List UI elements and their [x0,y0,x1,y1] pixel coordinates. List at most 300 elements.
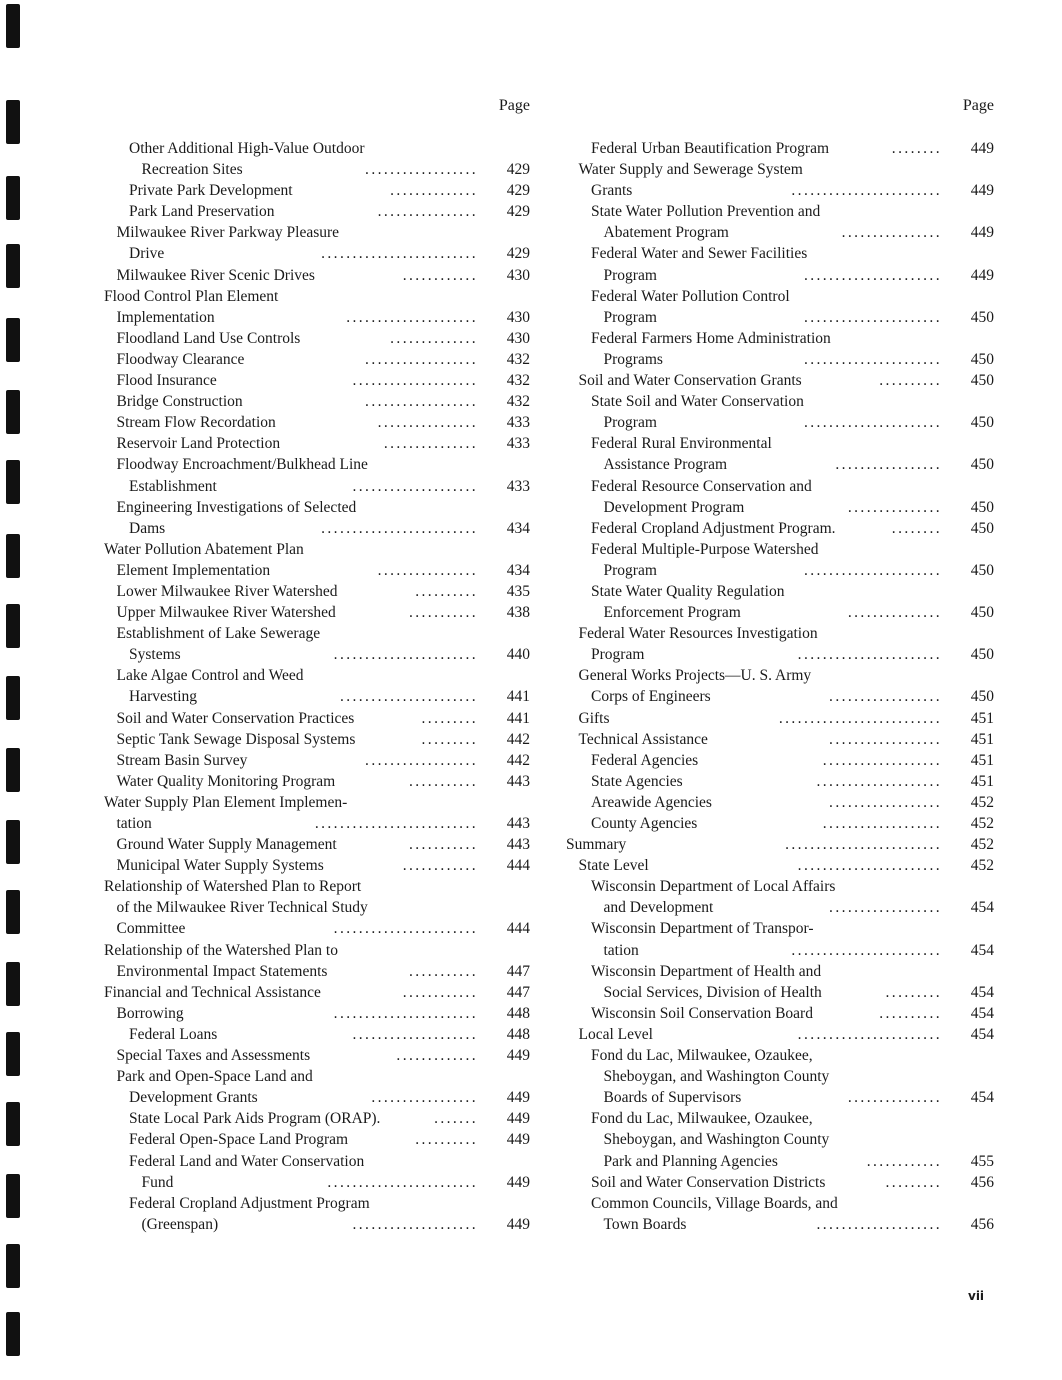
toc-entry-title: of the Milwaukee River Technical Study [116,899,368,917]
toc-entry-page: 448 [506,1025,530,1043]
toc-entry-page: 444 [506,920,530,938]
dot-leader: ................ [841,224,942,242]
toc-entry-page: 452 [970,857,994,875]
toc-entry-page: 430 [506,329,530,347]
toc-entry-title: Program [603,266,657,284]
toc-entries [562,138,994,1235]
toc-entry [562,286,994,307]
dot-leader: ........................ [791,941,942,959]
toc-entry [100,581,530,602]
toc-entry [100,834,530,855]
toc-entry [100,1024,530,1045]
toc-entry [562,138,994,159]
toc-entry [100,370,530,391]
dot-leader: ........ [891,519,942,537]
toc-entry-page: 443 [506,815,530,832]
toc-entry-page: 454 [970,1004,994,1022]
dot-leader: ...................... [803,350,942,368]
toc-entry [562,792,994,813]
toc-entry [100,476,530,497]
toc-entry-title: Water Supply and Sewerage System [578,161,803,179]
toc-entry-title: Fond du Lac, Milwaukee, Ozaukee, [591,1110,813,1128]
dot-leader: ................... [822,751,942,769]
toc-entry-page: 452 [970,793,994,811]
toc-entry [100,897,530,918]
toc-entry [562,539,994,560]
toc-entry [100,1151,530,1172]
toc-entry-page: 429 [506,161,530,179]
toc-entry-title: Relationship of Watershed Plan to Report [104,878,362,896]
toc-entry-page: 450 [970,519,994,537]
toc-entry [100,623,530,644]
toc-entry-title: Federal Rural Environmental [591,435,772,453]
toc-entry-title: Development Grants [129,1089,258,1107]
toc-entry-page: 449 [506,1047,530,1065]
toc-entry [100,328,530,349]
toc-entry [562,1151,994,1172]
toc-entry-page: 429 [506,182,530,200]
toc-entry [562,1108,994,1129]
toc-entry-page: 450 [970,646,994,664]
binder-hole [6,4,20,48]
toc-entry-title: Wisconsin Department of Health and [591,962,822,980]
toc-entry-title: Municipal Water Supply Systems [116,857,324,875]
toc-entry-title: Federal Open-Space Land Program [129,1131,349,1149]
dot-leader: .................... [352,1025,478,1043]
toc-entry-page: 449 [506,1089,530,1107]
toc-entry [562,243,994,264]
toc-entry [100,222,530,243]
toc-entry-title: Wisconsin Department of Transpor- [591,920,814,938]
toc-entry [562,1129,994,1150]
dot-leader: ......... [885,983,942,1001]
toc-entry-page: 441 [506,688,530,706]
toc-entry-title: Assistance Program [603,456,728,474]
toc-entry-page: 449 [506,1173,530,1191]
toc-entry-title: Grants [591,182,633,200]
dot-leader: ......................... [321,245,478,263]
binder-hole [6,604,20,648]
toc-entry [562,560,994,581]
toc-entry [100,1108,530,1129]
toc-entry [100,497,530,518]
toc-entry [562,982,994,1003]
dot-leader: .................... [352,477,478,495]
toc-entry [100,708,530,729]
dot-leader: ......... [885,1173,942,1191]
binder-hole [6,1174,20,1218]
dot-leader: ........... [408,604,478,622]
toc-entry-page: 432 [506,393,530,411]
dot-leader: ....................... [797,1025,942,1043]
dot-leader: .......... [415,1131,478,1149]
dot-leader: .................... [816,772,942,790]
dot-leader: ................ [377,414,478,432]
dot-leader: .................. [365,393,478,411]
toc-entry-page: 433 [506,414,530,432]
toc-entry-page: 450 [970,372,994,390]
toc-entry [562,349,994,370]
toc-entry-page: 448 [506,1004,530,1022]
toc-entry-page: 449 [970,224,994,242]
toc-entry-page: 450 [970,350,994,368]
toc-entry-page: 449 [970,182,994,200]
toc-entry-page: 450 [970,414,994,432]
toc-entry-title: Technical Assistance [578,730,708,748]
toc-entry-title: Corps of Engineers [591,688,711,706]
toc-entry [562,750,994,771]
toc-entry-page: 440 [506,646,530,664]
toc-entry-page: 432 [506,350,530,368]
dot-leader: ................... [822,815,942,832]
binder-hole [6,962,20,1006]
toc-entry-page: 449 [506,1215,530,1233]
dot-leader: ...................... [803,308,942,326]
binder-hole-strip [6,0,24,1380]
dot-leader: ............... [847,498,942,516]
toc-entry [562,855,994,876]
toc-entry-page: 430 [506,308,530,326]
dot-leader: .................. [365,350,478,368]
toc-entry [562,897,994,918]
toc-entry [562,918,994,939]
toc-entry-title: Abatement Program [603,224,729,242]
dot-leader: ...................... [803,414,942,432]
toc-entry [100,918,530,939]
toc-entry-title: Flood Control Plan Element [104,287,279,305]
toc-entry-title: Lake Algae Control and Weed [116,667,304,685]
toc-entry [562,328,994,349]
toc-entry-page: 450 [970,498,994,516]
toc-entry [100,940,530,961]
toc-entry-title: Other Additional High-Value Outdoor [129,140,365,157]
dot-leader: ........ [891,140,942,157]
toc-entry [562,940,994,961]
toc-entry-title: Summary [566,836,627,854]
dot-leader: .................. [365,751,478,769]
dot-leader: ................. [371,1089,478,1107]
dot-leader: ............ [402,857,478,875]
toc-entry-page: 447 [506,983,530,1001]
toc-entry [100,1214,530,1235]
toc-entry [562,602,994,623]
toc-entry [562,708,994,729]
toc-entry [100,539,530,560]
toc-entry-title: Federal Water Pollution Control [591,287,790,305]
dot-leader: ......... [421,709,478,727]
toc-entry-page: 456 [970,1173,994,1191]
toc-entry-page: 450 [970,604,994,622]
toc-entry [100,855,530,876]
binder-hole [6,1032,20,1076]
toc-entry-title: Drive [129,245,165,263]
toc-entry-title: Stream Basin Survey [116,751,248,769]
toc-entry-title: Program [603,561,657,579]
toc-entry-title: Milwaukee River Parkway Pleasure [116,224,340,242]
toc-entry-title: Establishment of Lake Sewerage [116,625,321,643]
dot-leader: ............... [383,435,478,453]
toc-entry-title: State Water Quality Regulation [591,582,785,600]
toc-entry-title: Development Program [603,498,745,516]
toc-entry-title: Reservoir Land Protection [116,435,281,453]
toc-entry-title: Sheboygan, and Washington County [603,1068,830,1086]
toc-entry-page: 452 [970,836,994,854]
dot-leader: .................... [816,1215,942,1233]
toc-entry-page: 442 [506,751,530,769]
toc-entry-page: 441 [506,709,530,727]
toc-entry [100,243,530,264]
toc-entry-title: Federal Land and Water Conservation [129,1152,365,1170]
toc-entry [562,497,994,518]
toc-entries [100,138,530,1235]
toc-entry [562,391,994,412]
page-column-heading: Page [498,97,530,114]
toc-entry-title: Water Supply Plan Element Implemen- [104,793,348,811]
dot-leader: .................. [829,730,942,748]
toc-entry-title: Program [603,308,657,326]
toc-entry-page: 450 [970,308,994,326]
toc-entry-title: Milwaukee River Scenic Drives [116,266,315,284]
toc-entry [562,1045,994,1066]
toc-entry [100,307,530,328]
toc-entry [562,1193,994,1214]
toc-entry-page: 429 [506,245,530,263]
toc-entry-page: 449 [970,140,994,157]
toc-entry-title: Environmental Impact Statements [116,962,328,980]
toc-entry [562,1172,994,1193]
toc-entry [100,201,530,222]
toc-entry-title: State Local Park Aids Program (ORAP). [129,1110,381,1128]
dot-leader: ............ [402,266,478,284]
toc-entry [562,729,994,750]
toc-entry [100,454,530,475]
toc-entry [100,750,530,771]
toc-entry [562,581,994,602]
toc-entry-title: Town Boards [603,1215,687,1233]
toc-entry [100,982,530,1003]
dot-leader: .................. [829,688,942,706]
toc-entry-page: 447 [506,962,530,980]
toc-entry [100,518,530,539]
dot-leader: .............. [390,329,478,347]
toc-entry-title: Relationship of the Watershed Plan to [104,941,338,959]
toc-entry-title: Park and Planning Agencies [603,1152,778,1170]
binder-hole [6,390,20,434]
toc-entry [100,1087,530,1108]
toc-entry-page: 455 [970,1152,994,1170]
toc-entry-page: 454 [970,899,994,917]
dot-leader: .......... [879,1004,942,1022]
dot-leader: ........... [408,962,478,980]
toc-entry [562,180,994,201]
toc-entry-title: Wisconsin Department of Local Affairs [591,878,836,896]
toc-entry [100,665,530,686]
toc-entry [562,412,994,433]
toc-entry-page: 435 [506,582,530,600]
toc-entry [100,602,530,623]
toc-entry-title: Upper Milwaukee River Watershed [116,604,336,622]
toc-entry [562,1003,994,1024]
dot-leader: ......................... [785,836,942,854]
toc-entry [562,159,994,180]
toc-entry-page: 449 [506,1110,530,1128]
toc-entry [100,180,530,201]
toc-entry [100,265,530,286]
toc-entry [100,433,530,454]
toc-entry-title: Special Taxes and Assessments [116,1047,311,1065]
toc-entry-title: State Water Pollution Prevention and [591,203,821,221]
dot-leader: ............ [866,1152,942,1170]
dot-leader: ....................... [333,1004,478,1022]
toc-entry-page: 454 [970,983,994,1001]
dot-leader: ........................ [327,1173,478,1191]
toc-entry-title: Common Councils, Village Boards, and [591,1194,838,1212]
binder-hole [6,176,20,220]
toc-entry-title: Floodway Clearance [116,350,245,368]
toc-entry-title: tation [116,815,152,832]
toc-entry-title: Enforcement Program [603,604,741,622]
toc-entry [562,222,994,243]
toc-entry [100,1003,530,1024]
toc-entry-page: 434 [506,561,530,579]
toc-entry [100,961,530,982]
toc-entry-title: State Agencies [591,772,683,790]
toc-entry [562,813,994,834]
toc-entry [100,1172,530,1193]
dot-leader: .................... [352,1215,478,1233]
toc-entry-page: 442 [506,730,530,748]
toc-entry-title: General Works Projects—U. S. Army [578,667,812,685]
binder-hole [6,318,20,362]
toc-entry-page: 434 [506,519,530,537]
dot-leader: .......................... [314,815,478,832]
toc-entry-title: Harvesting [129,688,198,706]
toc-entry [100,159,530,180]
dot-leader: .......... [415,582,478,600]
toc-entry-page: 450 [970,456,994,474]
dot-leader: ....................... [333,920,478,938]
toc-entry-title: Floodland Land Use Controls [116,329,301,347]
toc-entry [100,412,530,433]
toc-entry-title: Water Pollution Abatement Plan [104,540,304,558]
toc-entry-page: 449 [970,266,994,284]
binder-hole [6,534,20,578]
toc-entry-title: Gifts [578,709,610,727]
toc-entry-page: 454 [970,941,994,959]
dot-leader: ........... [408,772,478,790]
dot-leader: ............... [847,1089,942,1107]
binder-hole [6,676,20,720]
toc-entry-title: Federal Water Resources Investigation [578,625,818,643]
toc-entry-title: Wisconsin Soil Conservation Board [591,1004,813,1022]
dot-leader: ................ [377,561,478,579]
toc-entry-title: tation [603,941,639,959]
page-folio: vii [968,1289,985,1303]
binder-hole [6,890,20,934]
binder-hole [6,748,20,792]
toc-entry [562,307,994,328]
toc-entry-title: Areawide Agencies [591,793,712,811]
toc-entry-title: Program [603,414,657,432]
toc-entry-title: Water Quality Monitoring Program [116,772,336,790]
toc-entry [100,1129,530,1150]
toc-entry-title: Federal Multiple-Purpose Watershed [591,540,819,558]
toc-entry-title: Bridge Construction [116,393,243,411]
dot-leader: ...................... [803,561,942,579]
toc-entry-page: 429 [506,203,530,221]
binder-hole [6,820,20,864]
toc-entry [562,876,994,897]
toc-entry [100,138,530,159]
dot-leader: .................. [829,793,942,811]
dot-leader: .................. [365,161,478,179]
toc-entry-title: Program [591,646,645,664]
toc-entry [562,433,994,454]
page-column-heading: Page [962,97,994,114]
toc-entry [562,1087,994,1108]
toc-entry-page: 433 [506,435,530,453]
toc-entry-title: Borrowing [116,1004,184,1022]
toc-entry [562,454,994,475]
toc-entry-title: Element Implementation [116,561,271,579]
toc-entry [562,623,994,644]
toc-entry-title: Fund [141,1173,174,1191]
toc-entry-title: Lower Milwaukee River Watershed [116,582,338,600]
dot-leader: ................. [835,456,942,474]
binder-hole [6,460,20,504]
toc-entry-title: Fond du Lac, Milwaukee, Ozaukee, [591,1047,813,1065]
dot-leader: ....... [434,1110,478,1128]
dot-leader: .................... [352,372,478,390]
toc-entry-page: 432 [506,372,530,390]
toc-entry-title: Soil and Water Conservation Practices [116,709,355,727]
toc-entry [100,1193,530,1214]
toc-entry [100,792,530,813]
dot-leader: ................ [377,203,478,221]
binder-hole [6,100,20,144]
toc-entry-title: Stream Flow Recordation [116,414,276,432]
dot-leader: ....................... [797,857,942,875]
toc-entry-title: Federal Agencies [591,751,699,769]
toc-entry-page: 456 [970,1215,994,1233]
toc-entry-title: State Level [578,857,649,875]
toc-entry-page: 451 [970,772,994,790]
toc-entry-title: Federal Loans [129,1025,218,1043]
toc-entry [100,686,530,707]
dot-leader: ............ [402,983,478,1001]
toc-entry-page: 443 [506,772,530,790]
binder-hole [6,1312,20,1356]
toc-entry [100,729,530,750]
toc-entry-page: 451 [970,730,994,748]
toc-entry [100,1066,530,1087]
toc-entry-title: Ground Water Supply Management [116,836,337,854]
toc-entry-title: Federal Water and Sewer Facilities [591,245,808,263]
toc-entry [100,560,530,581]
dot-leader: .......................... [778,709,942,727]
toc-entry-title: Implementation [116,308,215,326]
dot-leader: ....................... [333,646,478,664]
toc-entry [562,665,994,686]
toc-entry-title: Sheboygan, and Washington County [603,1131,830,1149]
toc-entry [562,476,994,497]
toc-entry [562,771,994,792]
toc-entry-page: 444 [506,857,530,875]
toc-entry [100,286,530,307]
toc-entry-title: Floodway Encroachment/Bulkhead Line [116,456,368,474]
toc-entry [100,349,530,370]
toc-entry-title: Federal Urban Beautification Program [591,140,830,157]
